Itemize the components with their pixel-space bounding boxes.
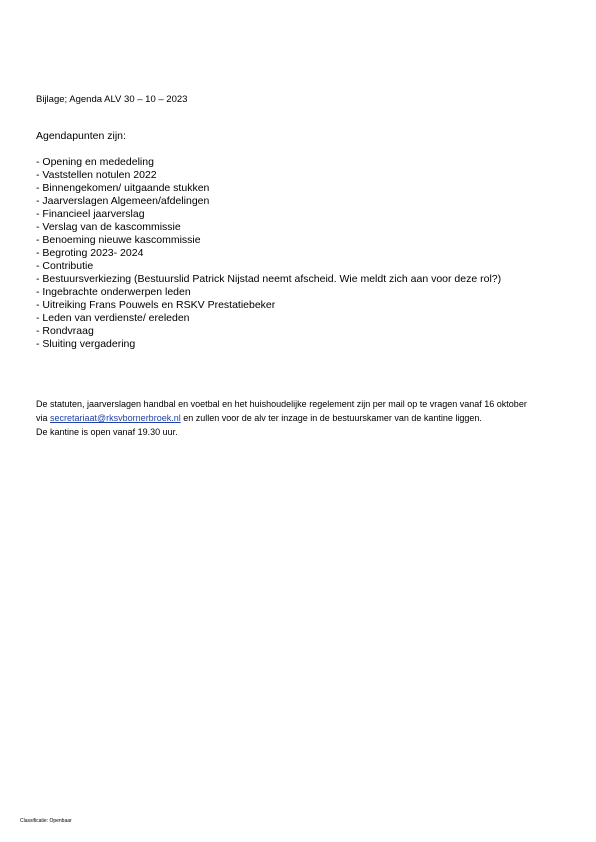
agenda-item: - Contributie <box>36 260 94 272</box>
agenda-item: - Binnengekomen/ uitgaande stukken <box>36 182 210 194</box>
agenda-intro: Agendapunten zijn: <box>36 130 126 142</box>
agenda-list <box>36 156 501 351</box>
agenda-item: - Opening en mededeling <box>36 156 154 168</box>
notes-line-documents: De statuten, jaarverslagen handbal en voetbal en het huishoudelijke regelement zijn per mail op te vragen vanaf 16 oktober <box>36 399 527 409</box>
agenda-item: - Verslag van de kascommissie <box>36 221 181 233</box>
agenda-item: - Vaststellen notulen 2022 <box>36 169 157 181</box>
agenda-item: - Jaarverslagen Algemeen/afdelingen <box>36 195 210 207</box>
notes-line-canteen: De kantine is open vanaf 19.30 uur. <box>36 427 178 437</box>
agenda-item: - Leden van verdienste/ ereleden <box>36 312 190 324</box>
classification-label: Classificatie: Openbaar <box>20 818 72 824</box>
notes-line-email <box>36 411 527 425</box>
agenda-item: - Bestuursverkiezing (Bestuurslid Patrick Nijstad neemt afscheid. Wie meldt zich aan voor deze rol?) <box>36 273 502 285</box>
notes-paragraph <box>36 397 527 439</box>
agenda-item: - Benoeming nieuwe kascommissie <box>36 234 201 246</box>
document-subject: Bijlage; Agenda ALV 30 – 10 – 2023 <box>36 94 188 105</box>
agenda-item: - Uitreiking Frans Pouwels en RSKV Prestatiebeker <box>36 299 276 311</box>
agenda-item: - Financieel jaarverslag <box>36 208 145 220</box>
notes-inspection-text: en zullen voor de alv ter inzage in de bestuurskamer van de kantine liggen. <box>180 413 482 423</box>
agenda-item: - Rondvraag <box>36 325 94 337</box>
notes-via-text: via <box>36 413 51 423</box>
agenda-item: - Ingebrachte onderwerpen leden <box>36 286 191 298</box>
agenda-item: - Begroting 2023- 2024 <box>36 247 144 259</box>
secretariat-email-link[interactable]: secretariaat@rksvbornerbroek.nl <box>50 413 181 423</box>
agenda-item: - Sluiting vergadering <box>36 338 136 350</box>
